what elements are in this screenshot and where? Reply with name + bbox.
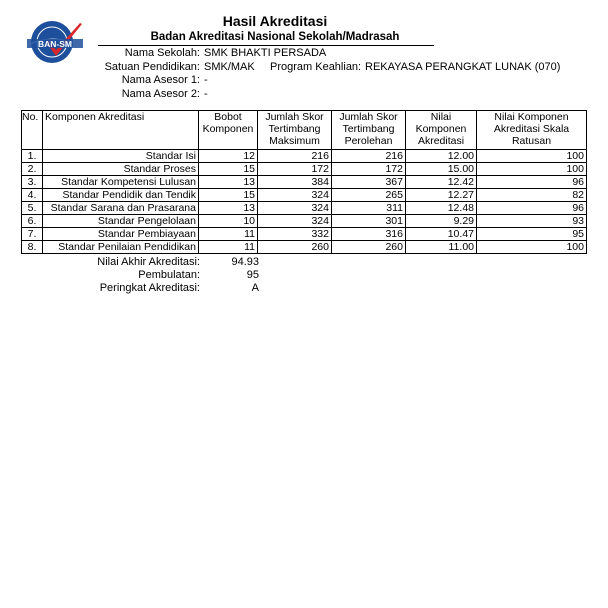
cell-komponen: Standar Kompetensi Lulusan [43,176,199,189]
cell-skor-maksimum: 324 [258,215,332,228]
pembulatan-value: 95 [246,269,259,281]
cell-no: 1. [22,150,43,163]
cell-skor-maksimum: 216 [258,150,332,163]
cell-no: 2. [22,163,43,176]
cell-komponen: Standar Penilaian Pendidikan [43,241,199,254]
cell-no: 5. [22,202,43,215]
nilai-akhir-value: 94.93 [231,256,259,268]
table-row [22,228,587,241]
cell-komponen: Standar Pembiayaan [43,228,199,241]
cell-nilai-komponen: 15.00 [406,163,477,176]
cell-komponen: Standar Sarana dan Prasarana [43,202,199,215]
cell-bobot: 11 [199,241,258,254]
cell-komponen: Standar Pendidik dan Tendik [43,189,199,202]
asesor1-value: - [204,74,208,86]
cell-nilai-komponen: 11.00 [406,241,477,254]
cell-nilai-komponen: 12.42 [406,176,477,189]
table-row [22,241,587,254]
cell-skor-perolehan: 260 [332,241,406,254]
page-subtitle: Badan Akreditasi Nasional Sekolah/Madrasah [150,31,400,43]
cell-nilai-ratusan: 100 [477,163,587,176]
cell-skor-perolehan: 367 [332,176,406,189]
table-row [22,215,587,228]
col-header-no: No. [22,111,43,150]
table-row [22,189,587,202]
col-header-komponen: Komponen Akreditasi [43,111,199,150]
cell-bobot: 13 [199,176,258,189]
table-row [22,163,587,176]
cell-nilai-ratusan: 100 [477,241,587,254]
cell-nilai-ratusan: 96 [477,176,587,189]
peringkat-value: A [251,282,259,294]
asesor2-value: - [204,88,208,100]
cell-nilai-komponen: 12.27 [406,189,477,202]
cell-skor-perolehan: 216 [332,150,406,163]
cell-no: 8. [22,241,43,254]
cell-skor-perolehan: 265 [332,189,406,202]
cell-bobot: 15 [199,163,258,176]
cell-nilai-ratusan: 82 [477,189,587,202]
asesor1-label: Nama Asesor 1: [121,74,200,86]
cell-skor-maksimum: 332 [258,228,332,241]
cell-komponen: Standar Pengelolaan [43,215,199,228]
cell-bobot: 15 [199,189,258,202]
table-header-row [22,111,587,150]
cell-skor-maksimum: 324 [258,189,332,202]
nama-sekolah-value: SMK BHAKTI PERSADA [204,47,327,59]
cell-nilai-ratusan: 95 [477,228,587,241]
cell-nilai-ratusan: 96 [477,202,587,215]
logo-text: BAN-SM [38,39,72,49]
cell-komponen: Standar Proses [43,163,199,176]
col-header-skor-maksimum: Jumlah Skor Tertimbang Maksimum [258,111,332,150]
asesor2-label: Nama Asesor 2: [121,88,200,100]
cell-bobot: 13 [199,202,258,215]
cell-bobot: 12 [199,150,258,163]
table-row [22,202,587,215]
header-divider [98,45,434,46]
col-header-bobot: Bobot Komponen [199,111,258,150]
col-header-skor-perolehan: Jumlah Skor Tertimbang Perolehan [332,111,406,150]
peringkat-label: Peringkat Akreditasi: [99,282,200,294]
cell-skor-perolehan: 316 [332,228,406,241]
accreditation-table [21,110,587,254]
satuan-pendidikan-value: SMK/MAK [204,61,255,73]
cell-skor-perolehan: 172 [332,163,406,176]
col-header-nilai-ratusan: Nilai Komponen Akreditasi Skala Ratusan [477,111,587,150]
pembulatan-label: Pembulatan: [138,269,200,281]
program-keahlian-label: Program Keahlian: [270,61,362,73]
nilai-akhir-label: Nilai Akhir Akreditasi: [97,256,200,268]
page-title: Hasil Akreditasi [222,13,328,29]
cell-nilai-ratusan: 93 [477,215,587,228]
cell-nilai-ratusan: 100 [477,150,587,163]
cell-nilai-komponen: 12.00 [406,150,477,163]
cell-bobot: 11 [199,228,258,241]
cell-bobot: 10 [199,215,258,228]
cell-skor-perolehan: 311 [332,202,406,215]
pembulatan-label-box [24,269,200,282]
cell-nilai-komponen: 12.48 [406,202,477,215]
program-keahlian-value: REKAYASA PERANGKAT LUNAK (070) [365,61,561,73]
col-header-nilai-komponen: Nilai Komponen Akreditasi [406,111,477,150]
cell-skor-maksimum: 384 [258,176,332,189]
cell-skor-maksimum: 324 [258,202,332,215]
cell-skor-perolehan: 301 [332,215,406,228]
cell-no: 7. [22,228,43,241]
satuan-pendidikan-label: Satuan Pendidikan: [104,61,200,73]
cell-skor-maksimum: 260 [258,241,332,254]
nilai-akhir-label-box [24,256,200,269]
cell-skor-maksimum: 172 [258,163,332,176]
cell-no: 3. [22,176,43,189]
cell-nilai-komponen: 9.29 [406,215,477,228]
peringkat-label-box [24,282,200,295]
table-row [22,150,587,163]
cell-no: 6. [22,215,43,228]
cell-nilai-komponen: 10.47 [406,228,477,241]
nama-sekolah-label: Nama Sekolah: [124,47,200,59]
cell-komponen: Standar Isi [43,150,199,163]
table-row [22,176,587,189]
cell-no: 4. [22,189,43,202]
